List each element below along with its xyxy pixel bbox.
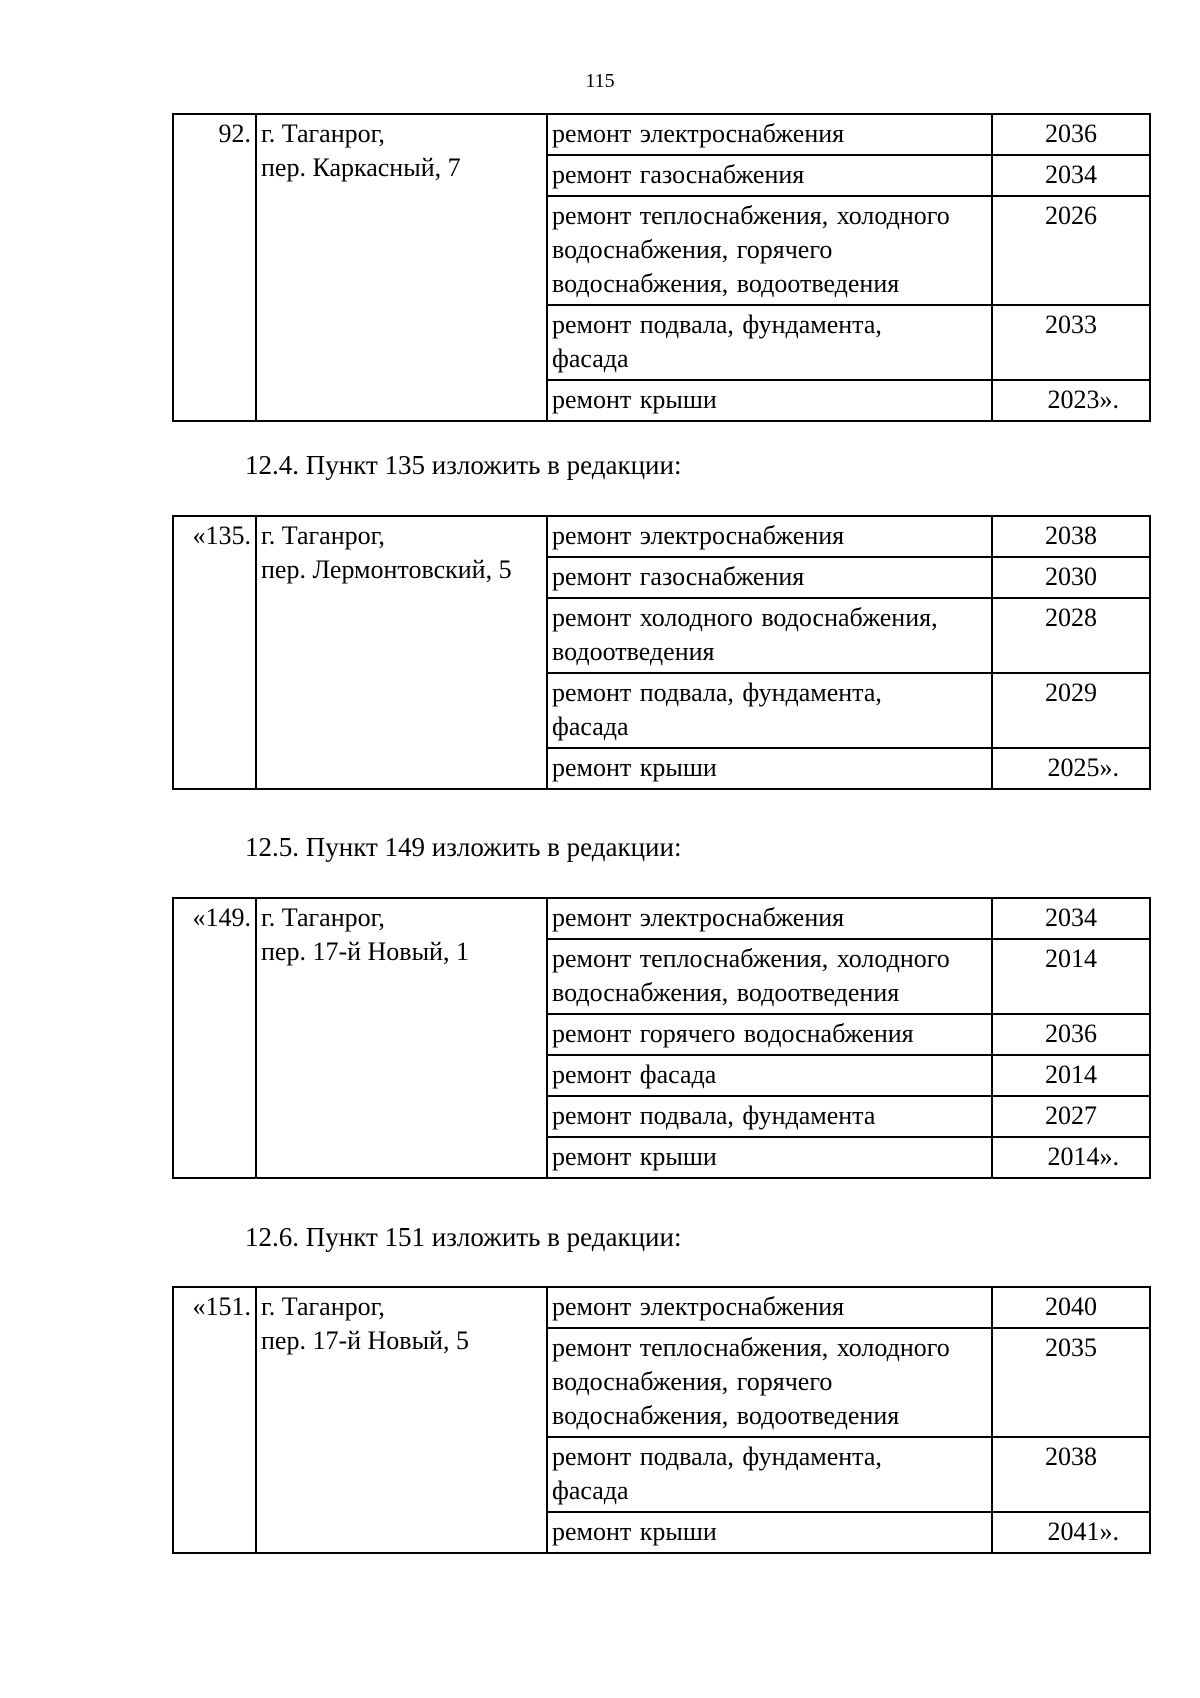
address-cell [256, 1287, 547, 1553]
item-number: «135. [173, 516, 256, 789]
work-year: 2041». [992, 1512, 1150, 1553]
table-row [173, 114, 1150, 155]
address-city: г. Таганрог, [261, 119, 385, 148]
work-year: 2034 [992, 155, 1150, 196]
work-year: 2040 [992, 1287, 1150, 1328]
program-table-135 [172, 515, 1151, 790]
work-type: ремонт теплоснабжения, холодного водоснабжения, горячего водоснабжения, водоотведения [547, 1328, 992, 1437]
work-year: 2029 [992, 673, 1150, 748]
address-cell [256, 516, 547, 789]
item-number: 92. [173, 114, 256, 421]
section-caption-12-5: 12.5. Пункт 149 изложить в редакции: [245, 832, 682, 862]
item-number: «151. [173, 1287, 256, 1553]
work-year: 2028 [992, 598, 1150, 673]
address-street: пер. Каркасный, 7 [261, 153, 461, 182]
work-type: ремонт подвала, фундамента, фасада [547, 673, 992, 748]
section-caption-12-4: 12.4. Пункт 135 изложить в редакции: [245, 450, 682, 480]
work-type: ремонт крыши [547, 1512, 992, 1553]
work-type: ремонт газоснабжения [547, 155, 992, 196]
address-street: пер. Лермонтовский, 5 [261, 555, 512, 584]
work-type: ремонт подвала, фундамента, фасада [547, 1437, 992, 1512]
work-year: 2033 [992, 305, 1150, 380]
table-row [173, 1287, 1150, 1328]
program-table-151 [172, 1286, 1151, 1554]
work-type: ремонт холодного водоснабжения, водоотведения [547, 598, 992, 673]
work-type: ремонт подвала, фундамента, фасада [547, 305, 992, 380]
work-year: 2034 [992, 898, 1150, 939]
address-city: г. Таганрог, [261, 903, 385, 932]
address-cell [256, 114, 547, 421]
work-type: ремонт крыши [547, 380, 992, 421]
work-type: ремонт теплоснабжения, холодного водоснабжения, водоотведения [547, 939, 992, 1014]
work-type: ремонт электроснабжения [547, 516, 992, 557]
work-year: 2025». [992, 748, 1150, 789]
work-type: ремонт электроснабжения [547, 898, 992, 939]
address-street: пер. 17-й Новый, 1 [261, 937, 469, 966]
work-year: 2036 [992, 1014, 1150, 1055]
work-year: 2038 [992, 1437, 1150, 1512]
work-type: ремонт фасада [547, 1055, 992, 1096]
work-type: ремонт теплоснабжения, холодного водоснабжения, горячего водоснабжения, водоотведения [547, 196, 992, 305]
work-year: 2023». [992, 380, 1150, 421]
table-row [173, 516, 1150, 557]
work-type: ремонт подвала, фундамента [547, 1096, 992, 1137]
work-year: 2026 [992, 196, 1150, 305]
item-number: «149. [173, 898, 256, 1178]
address-cell [256, 898, 547, 1178]
work-type: ремонт горячего водоснабжения [547, 1014, 992, 1055]
table-row [173, 898, 1150, 939]
section-caption-12-6: 12.6. Пункт 151 изложить в редакции: [245, 1222, 682, 1252]
work-year: 2014». [992, 1137, 1150, 1178]
work-type: ремонт электроснабжения [547, 1287, 992, 1328]
page-number: 115 [585, 70, 615, 92]
work-year: 2036 [992, 114, 1150, 155]
work-year: 2035 [992, 1328, 1150, 1437]
address-city: г. Таганрог, [261, 1292, 385, 1321]
address-street: пер. 17-й Новый, 5 [261, 1326, 469, 1355]
work-year: 2030 [992, 557, 1150, 598]
work-year: 2014 [992, 939, 1150, 1014]
program-table-149 [172, 897, 1151, 1179]
work-type: ремонт крыши [547, 1137, 992, 1178]
work-type: ремонт крыши [547, 748, 992, 789]
work-type: ремонт газоснабжения [547, 557, 992, 598]
work-year: 2014 [992, 1055, 1150, 1096]
work-year: 2027 [992, 1096, 1150, 1137]
program-table-92 [172, 113, 1151, 422]
address-city: г. Таганрог, [261, 521, 385, 550]
work-type: ремонт электроснабжения [547, 114, 992, 155]
work-year: 2038 [992, 516, 1150, 557]
